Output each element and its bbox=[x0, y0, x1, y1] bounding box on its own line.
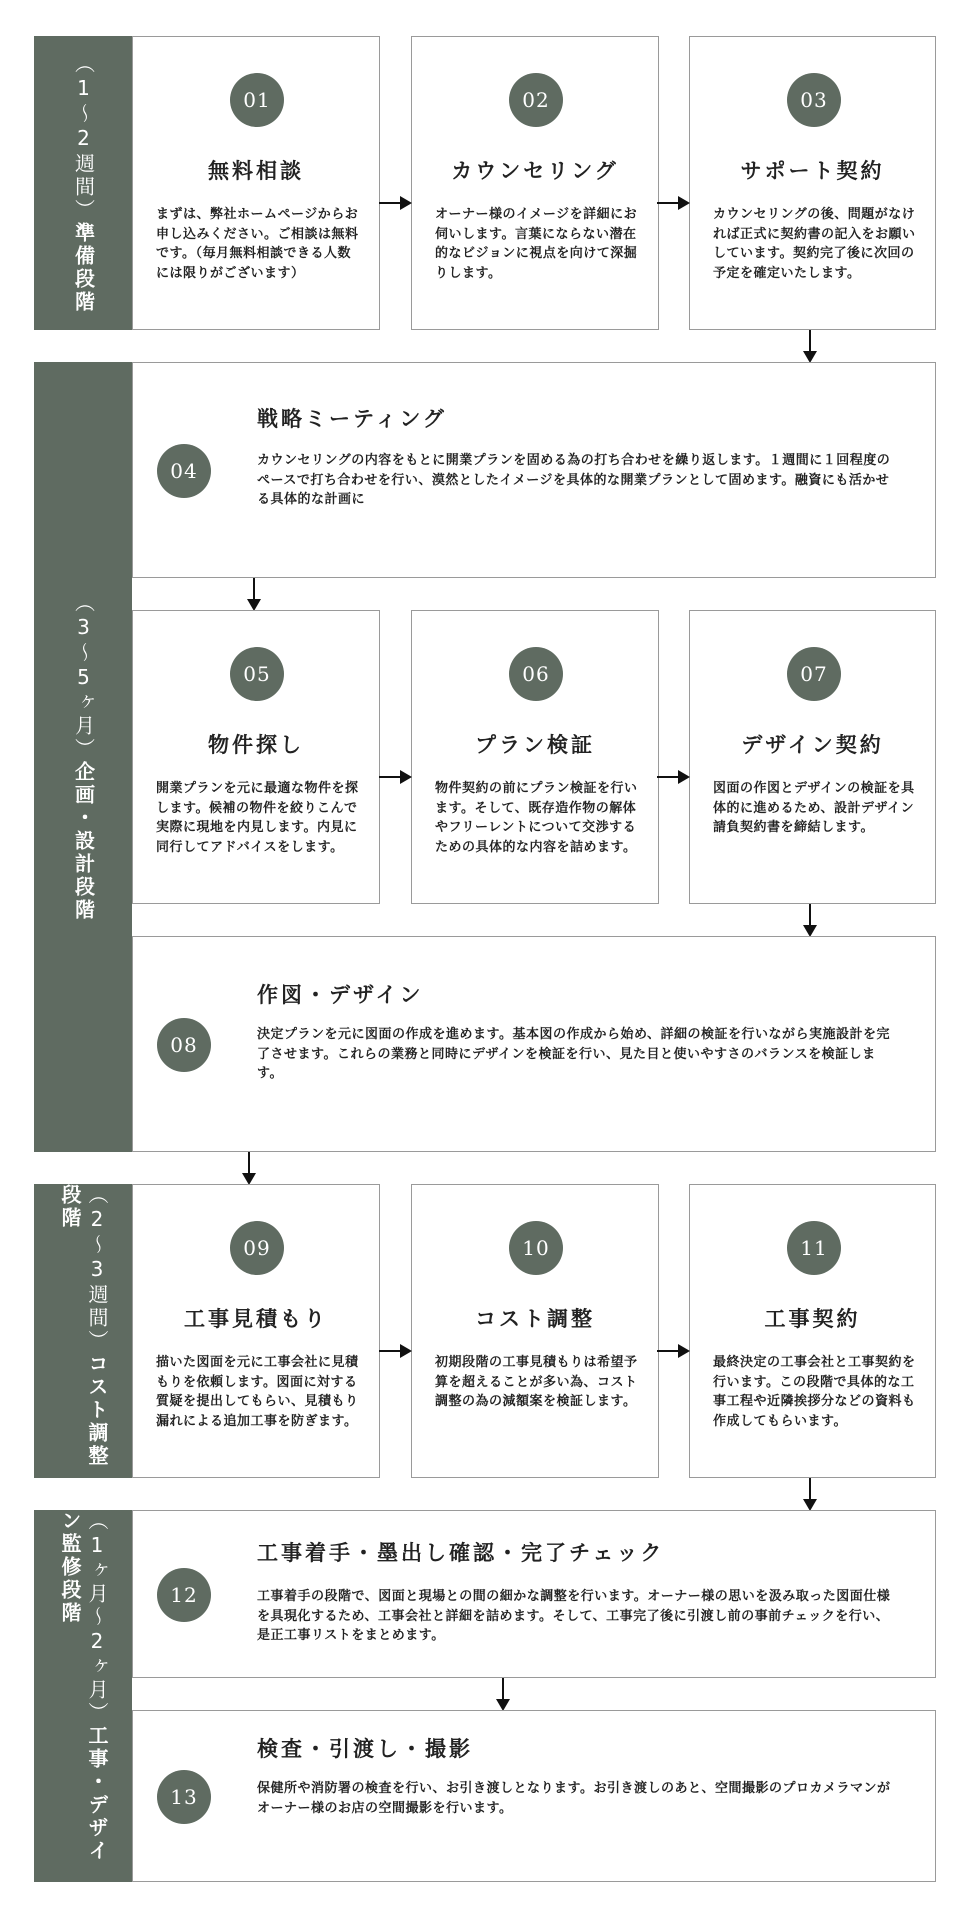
step-description: まずは、弊社ホームページからお申し込みください。ご相談は無料です。（毎月無料相談できる人数には限りがございます） bbox=[156, 207, 359, 281]
step-card-12 bbox=[132, 1510, 936, 1678]
step-number-badge: 06 bbox=[509, 647, 563, 701]
phase-bar-planning-design bbox=[34, 362, 132, 1152]
step-title: 無料相談 bbox=[208, 159, 304, 183]
step-description: 保健所や消防署の検査を行い、お引き渡しとなります。お引き渡しのあと、空間撮影のプロカメラマンがオーナー様のお店の空間撮影を行います。 bbox=[257, 1781, 891, 1816]
phase-name: 準備段階 bbox=[71, 221, 96, 314]
step-description: 初期段階の工事見積もりは希望予算を超えることが多い為、コスト調整の為の減額案を検証します。 bbox=[435, 1355, 638, 1409]
step-number-badge: 10 bbox=[509, 1221, 563, 1275]
step-card-09 bbox=[132, 1184, 380, 1478]
flow-arrow-right bbox=[657, 770, 690, 784]
step-description: 物件契約の前にプラン検証を行います。そして、既存造作物の解体やフリーレントについて交渉するための具体的な内容を詰めます。 bbox=[435, 781, 638, 855]
phase-duration: （1ヶ月〜2ヶ月） bbox=[85, 1510, 109, 1725]
step-title: サポート契約 bbox=[740, 159, 885, 183]
step-card-05 bbox=[132, 610, 380, 904]
phase-bar-cost-adjustment bbox=[34, 1184, 132, 1478]
step-number-badge: 08 bbox=[157, 1018, 211, 1072]
flow-arrow-down bbox=[496, 1678, 510, 1711]
step-number-badge: 03 bbox=[787, 73, 841, 127]
flow-arrow-right bbox=[379, 1344, 412, 1358]
flow-arrow-down bbox=[247, 578, 261, 611]
step-number-badge: 04 bbox=[157, 444, 211, 498]
step-description: オーナー様のイメージを詳細にお伺いします。言葉にならない潜在的なビジョンに視点を向けて深掘りします。 bbox=[435, 207, 638, 281]
phase-name: コスト調整段階 bbox=[58, 1184, 109, 1468]
phase-duration: （2〜3週間） bbox=[85, 1184, 109, 1353]
phase-name: 工事・デザイン監修段階 bbox=[58, 1510, 109, 1863]
step-description: 工事着手の段階で、図面と現場との間の細かな調整を行います。オーナー様の思いを汲み取った図面仕様を具現化するため、工事会社と詳細を詰めます。そして、工事完了後に引渡し前の事前チェックを行い、是正工事リストをまとめます。 bbox=[257, 1589, 891, 1643]
step-description: 決定プランを元に図面の作成を進めます。基本図の作成から始め、詳細の検証を行いながら実施設計を完了させます。これらの業務と同時にデザインを検証を行い、見た目と使いやすさのバランスを検証します。 bbox=[257, 1027, 890, 1081]
step-card-02 bbox=[411, 36, 659, 330]
step-card-01 bbox=[132, 36, 380, 330]
step-number-badge: 07 bbox=[787, 647, 841, 701]
step-number-badge: 09 bbox=[230, 1221, 284, 1275]
step-description: 図面の作図とデザインの検証を具体的に進めるため、設計デザイン請負契約書を締結します。 bbox=[713, 781, 915, 835]
flow-arrow-right bbox=[657, 196, 690, 210]
step-card-10 bbox=[411, 1184, 659, 1478]
step-title: カウンセリング bbox=[451, 159, 619, 183]
flow-arrow-down bbox=[803, 904, 817, 937]
step-card-08 bbox=[132, 936, 936, 1152]
step-description: 開業プランを元に最適な物件を探します。候補の物件を絞りこんで実際に現地を内見します。内見に同行してアドバイスをします。 bbox=[156, 781, 359, 855]
step-title: 検査・引渡し・撮影 bbox=[257, 1737, 473, 1761]
step-title: 工事契約 bbox=[764, 1307, 861, 1331]
step-number-badge: 12 bbox=[157, 1568, 211, 1622]
step-title: 戦略ミーティング bbox=[257, 407, 447, 431]
step-number-badge: 05 bbox=[230, 647, 284, 701]
step-title: コスト調整 bbox=[475, 1307, 595, 1331]
phase-duration: （3〜5ヶ月） bbox=[71, 592, 96, 761]
step-title: 物件探し bbox=[208, 733, 304, 757]
flow-arrow-down bbox=[803, 1478, 817, 1511]
step-title: プラン検証 bbox=[475, 733, 595, 757]
step-description: カウンセリングの内容をもとに開業プランを固める為の打ち合わせを繰り返します。１週間に１回程度のペースで打ち合わせを行い、漠然としたイメージを具体的な開業プランとして固めます。融資にも活かせる具体的な計画に bbox=[257, 453, 891, 507]
phase-name: 企画・設計段階 bbox=[71, 761, 96, 922]
step-description: 描いた図面を元に工事会社に見積もりを依頼します。図面に対する質疑を提出してもらい、見積もり漏れによる追加工事を防ぎます。 bbox=[156, 1355, 359, 1429]
step-number-badge: 13 bbox=[157, 1770, 211, 1824]
step-title: デザイン契約 bbox=[741, 733, 884, 757]
step-card-03 bbox=[689, 36, 936, 330]
step-description: 最終決定の工事会社と工事契約を行います。この段階で具体的な工事工程や近隣挨拶分などの資料も作成してもらいます。 bbox=[713, 1355, 916, 1429]
step-title: 工事見積もり bbox=[184, 1307, 328, 1331]
step-number-badge: 11 bbox=[787, 1221, 841, 1275]
step-card-04 bbox=[132, 362, 936, 578]
flow-arrow-right bbox=[379, 770, 412, 784]
step-card-06 bbox=[411, 610, 659, 904]
phase-duration: （1〜2週間） bbox=[71, 52, 96, 222]
step-card-13 bbox=[132, 1710, 936, 1882]
step-title: 作図・デザイン bbox=[257, 983, 424, 1007]
phase-bar-preparation bbox=[34, 36, 132, 330]
step-title: 工事着手・墨出し確認・完了チェック bbox=[257, 1541, 665, 1565]
flow-arrow-right bbox=[379, 196, 412, 210]
phase-bar-construction-supervision bbox=[34, 1510, 132, 1882]
step-number-badge: 01 bbox=[230, 73, 284, 127]
flow-arrow-down bbox=[242, 1152, 256, 1185]
step-description: カウンセリングの後、問題がなければ正式に契約書の記入をお願いしています。契約完了後に次回の予定を確定いたします。 bbox=[713, 207, 916, 281]
flow-arrow-right bbox=[657, 1344, 690, 1358]
step-card-11 bbox=[689, 1184, 936, 1478]
step-card-07 bbox=[689, 610, 936, 904]
flow-arrow-down bbox=[803, 330, 817, 363]
step-number-badge: 02 bbox=[509, 73, 563, 127]
